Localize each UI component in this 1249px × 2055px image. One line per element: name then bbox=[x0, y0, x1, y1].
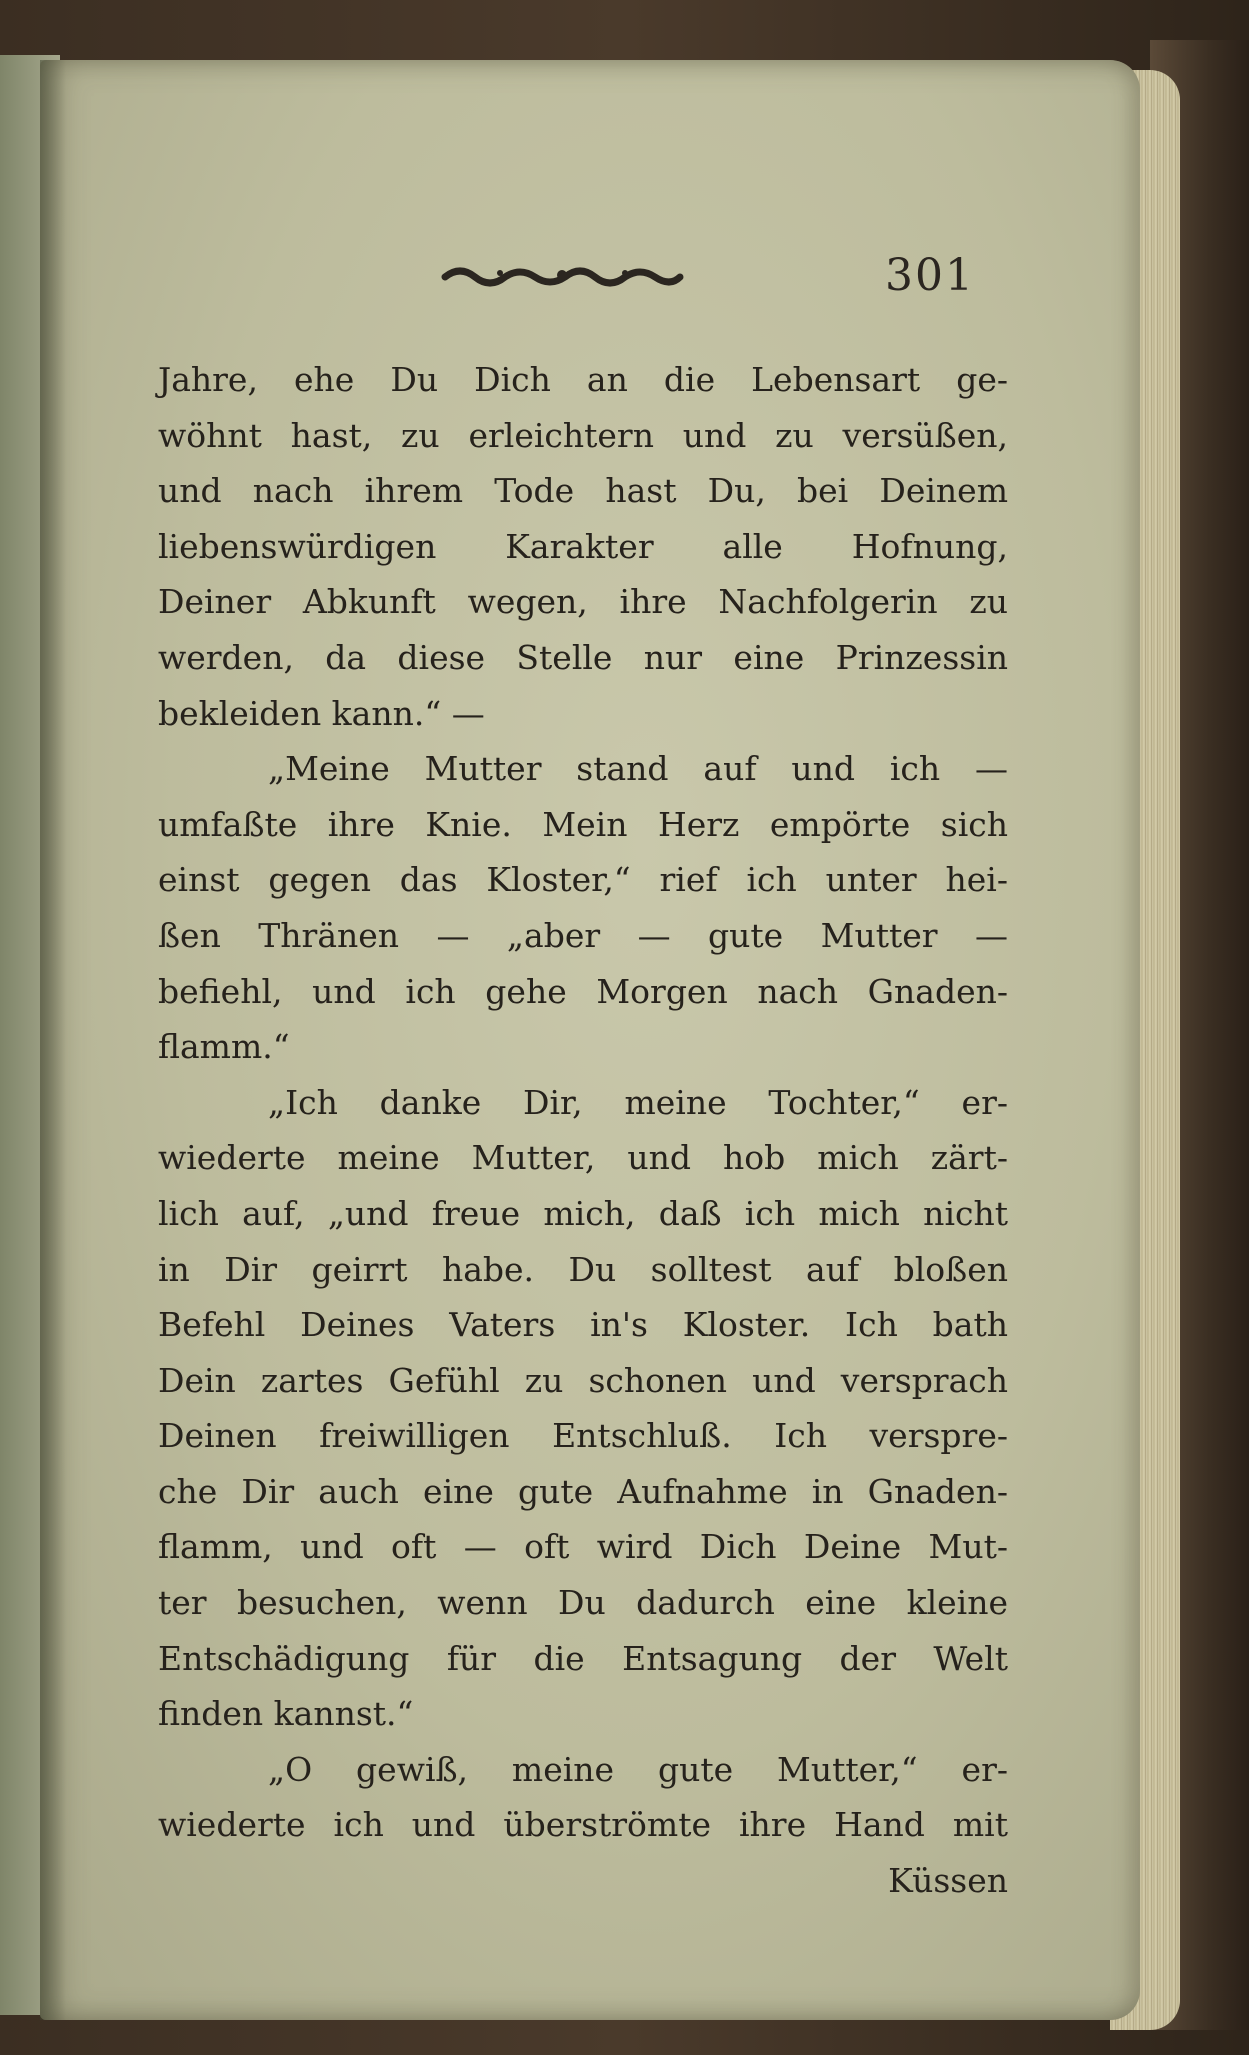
text-line: Befehl Deines Vaters in's Kloster. Ich bath bbox=[158, 1305, 1008, 1345]
text-line: befiehl, und ich gehe Morgen nach Gnaden- bbox=[158, 971, 1008, 1011]
text-line: umfaßte ihre Knie. Mein Herz empörte sich bbox=[158, 804, 1008, 844]
page-gutter bbox=[40, 60, 66, 2020]
text-line: lich auf, „und freue mich, daß ich mich nicht bbox=[158, 1193, 1008, 1233]
text-line: wiederte meine Mutter, und hob mich zärt- bbox=[158, 1138, 1008, 1178]
text-line: „Ich danke Dir, meine Tochter,“ er- bbox=[268, 1082, 1008, 1122]
ornament-rule-icon bbox=[440, 255, 685, 295]
text-line: Jahre, ehe Du Dich an die Lebensart ge- bbox=[158, 360, 1008, 399]
catchword: Küssen bbox=[888, 1861, 1008, 1901]
text-line: einst gegen das Kloster,“ rief ich unter hei- bbox=[158, 860, 1008, 900]
text-line: finden kannst.“ bbox=[158, 1694, 414, 1734]
text-line: Entschädigung für die Entsagung der Welt bbox=[158, 1638, 1008, 1678]
text-line: che Dir auch eine gute Aufnahme in Gnaden- bbox=[158, 1471, 1008, 1511]
text-line: und nach ihrem Tode hast Du, bei Deinem bbox=[158, 471, 1008, 511]
text-line: werden, da diese Stelle nur eine Prinzessin bbox=[158, 637, 1008, 677]
text-line: Deiner Abkunft wegen, ihre Nachfolgerin zu bbox=[158, 582, 1008, 622]
page-number: 301 bbox=[885, 250, 975, 301]
body-text bbox=[158, 352, 1008, 1909]
text-line: Dein zartes Gefühl zu schonen und versprach bbox=[158, 1360, 1008, 1400]
text-line: wöhnt hast, zu erleichtern und zu versüßen, bbox=[158, 415, 1008, 455]
text-line: liebenswürdigen Karakter alle Hofnung, bbox=[158, 526, 1008, 566]
text-line: in Dir geirrt habe. Du solltest auf bloßen bbox=[158, 1249, 1008, 1289]
text-line: „Meine Mutter stand auf und ich — bbox=[268, 749, 1008, 789]
text-line: flamm.“ bbox=[158, 1027, 290, 1067]
text-line: flamm, und oft — oft wird Dich Deine Mut- bbox=[158, 1527, 1008, 1567]
text-line: „O gewiß, meine gute Mutter,“ er- bbox=[268, 1749, 1008, 1789]
text-line: ßen Thränen — „aber — gute Mutter — bbox=[158, 915, 1008, 955]
text-line: bekleiden kann.“ — bbox=[158, 693, 485, 733]
text-line: Deinen freiwilligen Entschluß. Ich verspre- bbox=[158, 1416, 1008, 1456]
text-line: wiederte ich und überströmte ihre Hand mit bbox=[158, 1805, 1008, 1845]
text-line: ter besuchen, wenn Du dadurch eine kleine bbox=[158, 1583, 1008, 1623]
